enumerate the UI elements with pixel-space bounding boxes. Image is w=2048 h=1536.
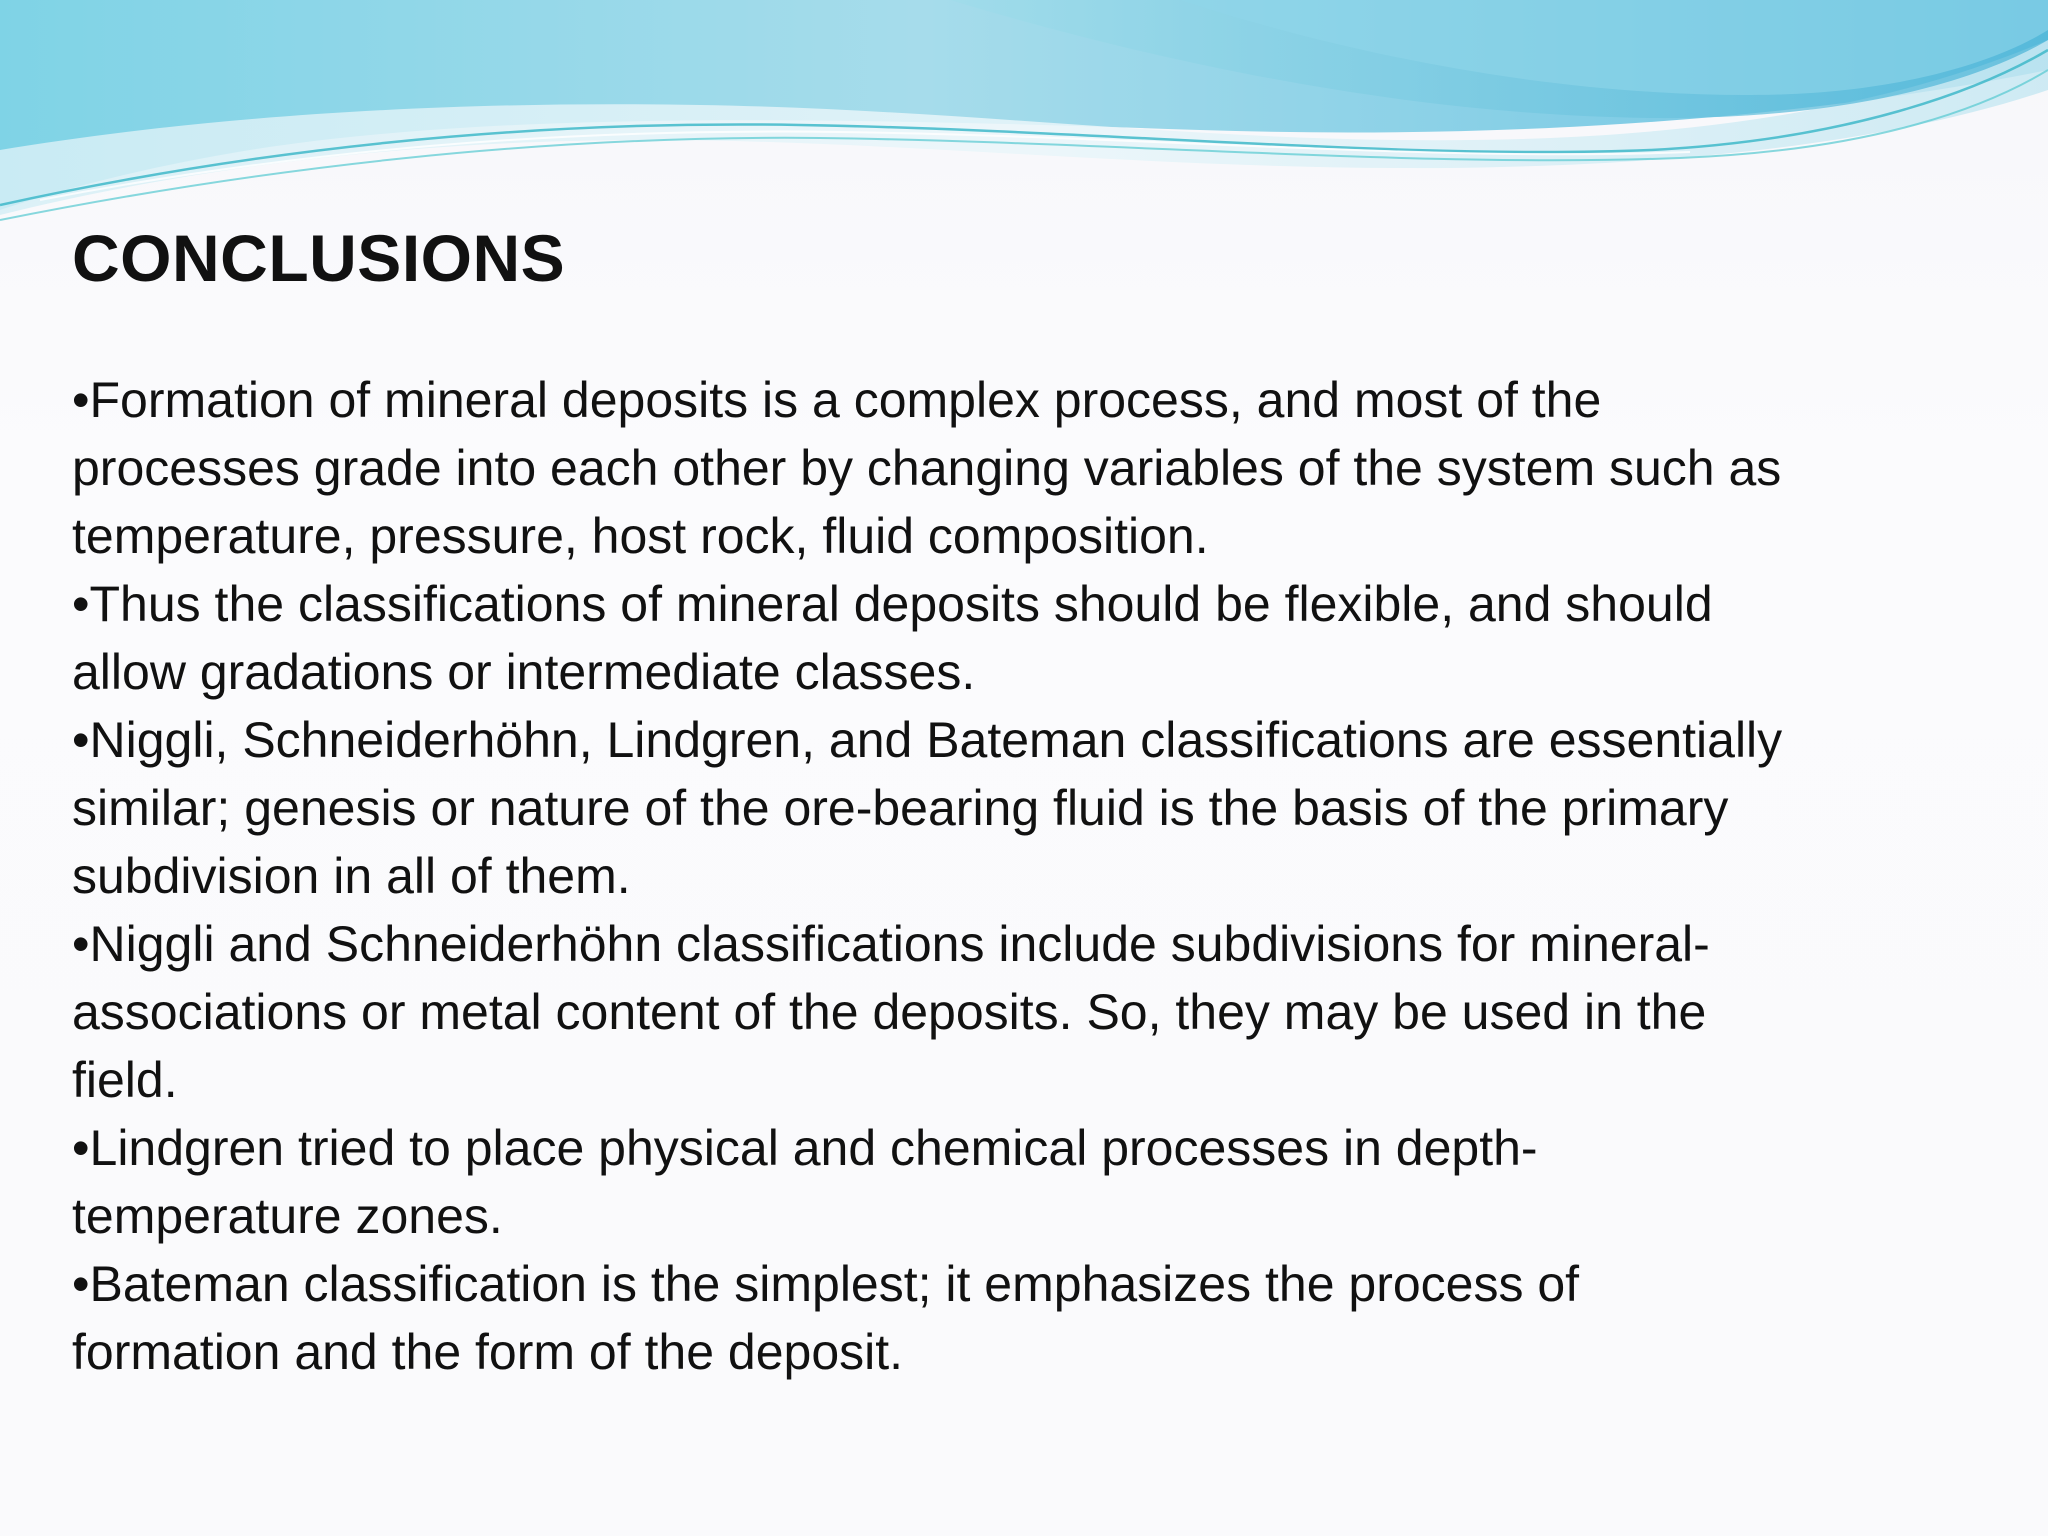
bullet-item <box>72 706 2022 910</box>
bullet-item <box>72 366 2022 570</box>
header-wave-decoration <box>0 0 2048 240</box>
bullet-item <box>72 1250 2022 1386</box>
bullet-line: •Formation of mineral deposits is a complex process, and most of the <box>72 372 1602 428</box>
slide-title: CONCLUSIONS <box>72 221 566 295</box>
bullet-line: associations or metal content of the deposits. So, they may be used in the <box>72 984 1707 1040</box>
bullet-line: field. <box>72 1052 178 1108</box>
bullet-line: allow gradations or intermediate classes. <box>72 644 976 700</box>
conclusions-list <box>72 366 2022 1386</box>
bullet-line: processes grade into each other by changing variables of the system such as <box>72 440 1782 496</box>
bullet-line: subdivision in all of them. <box>72 848 631 904</box>
bullet-line: •Thus the classifications of mineral deposits should be flexible, and should <box>72 576 1713 632</box>
bullet-line: temperature zones. <box>72 1188 503 1244</box>
bullet-line: •Niggli, Schneiderhöhn, Lindgren, and Bateman classifications are essentially <box>72 712 1783 768</box>
bullet-line: temperature, pressure, host rock, fluid composition. <box>72 508 1209 564</box>
bullet-line: •Niggli and Schneiderhöhn classifications include subdivisions for mineral- <box>72 916 1710 972</box>
bullet-item <box>72 570 2022 706</box>
bullet-item <box>72 910 2022 1114</box>
bullet-line: formation and the form of the deposit. <box>72 1324 904 1380</box>
bullet-line: similar; genesis or nature of the ore-bearing fluid is the basis of the primary <box>72 780 1729 836</box>
bullet-line: •Bateman classification is the simplest; it emphasizes the process of <box>72 1256 1580 1312</box>
bullet-item <box>72 1114 2022 1250</box>
bullet-line: •Lindgren tried to place physical and chemical processes in depth- <box>72 1120 1538 1176</box>
